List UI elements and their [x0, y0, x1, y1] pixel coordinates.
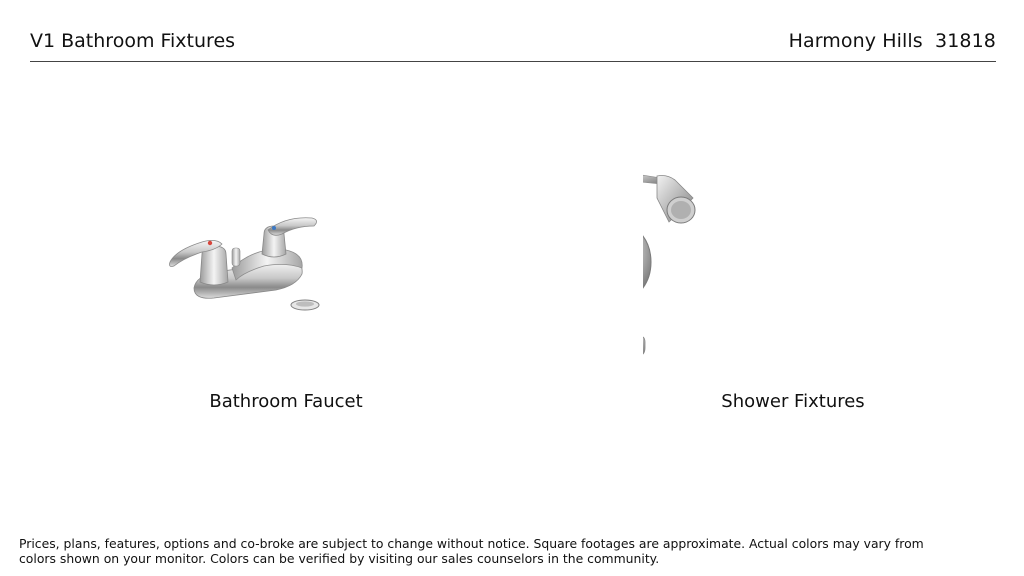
- shower-fixtures-caption: Shower Fixtures: [721, 391, 865, 412]
- bathroom-faucet-caption: Bathroom Faucet: [209, 391, 363, 412]
- page-header: [30, 27, 996, 62]
- legal-disclaimer-line-2: colors shown on your monitor. Colors can be verified by visiting our sales counselors in the community.: [19, 551, 660, 566]
- legal-disclaimer-line-1: Prices, plans, features, options and co-broke are subject to change without notice. Square footages are approximate. Actual colors may vary from: [19, 536, 924, 551]
- shower-fixtures-image: [643, 150, 943, 412]
- bathroom-faucet-image: [136, 150, 436, 412]
- community-label: Harmony Hills 31818: [788, 30, 996, 52]
- shower-fixtures-card: [643, 150, 943, 412]
- legal-disclaimer: [19, 536, 1009, 566]
- page-title: V1 Bathroom Fixtures: [30, 30, 236, 52]
- bathroom-faucet-card: [136, 150, 436, 412]
